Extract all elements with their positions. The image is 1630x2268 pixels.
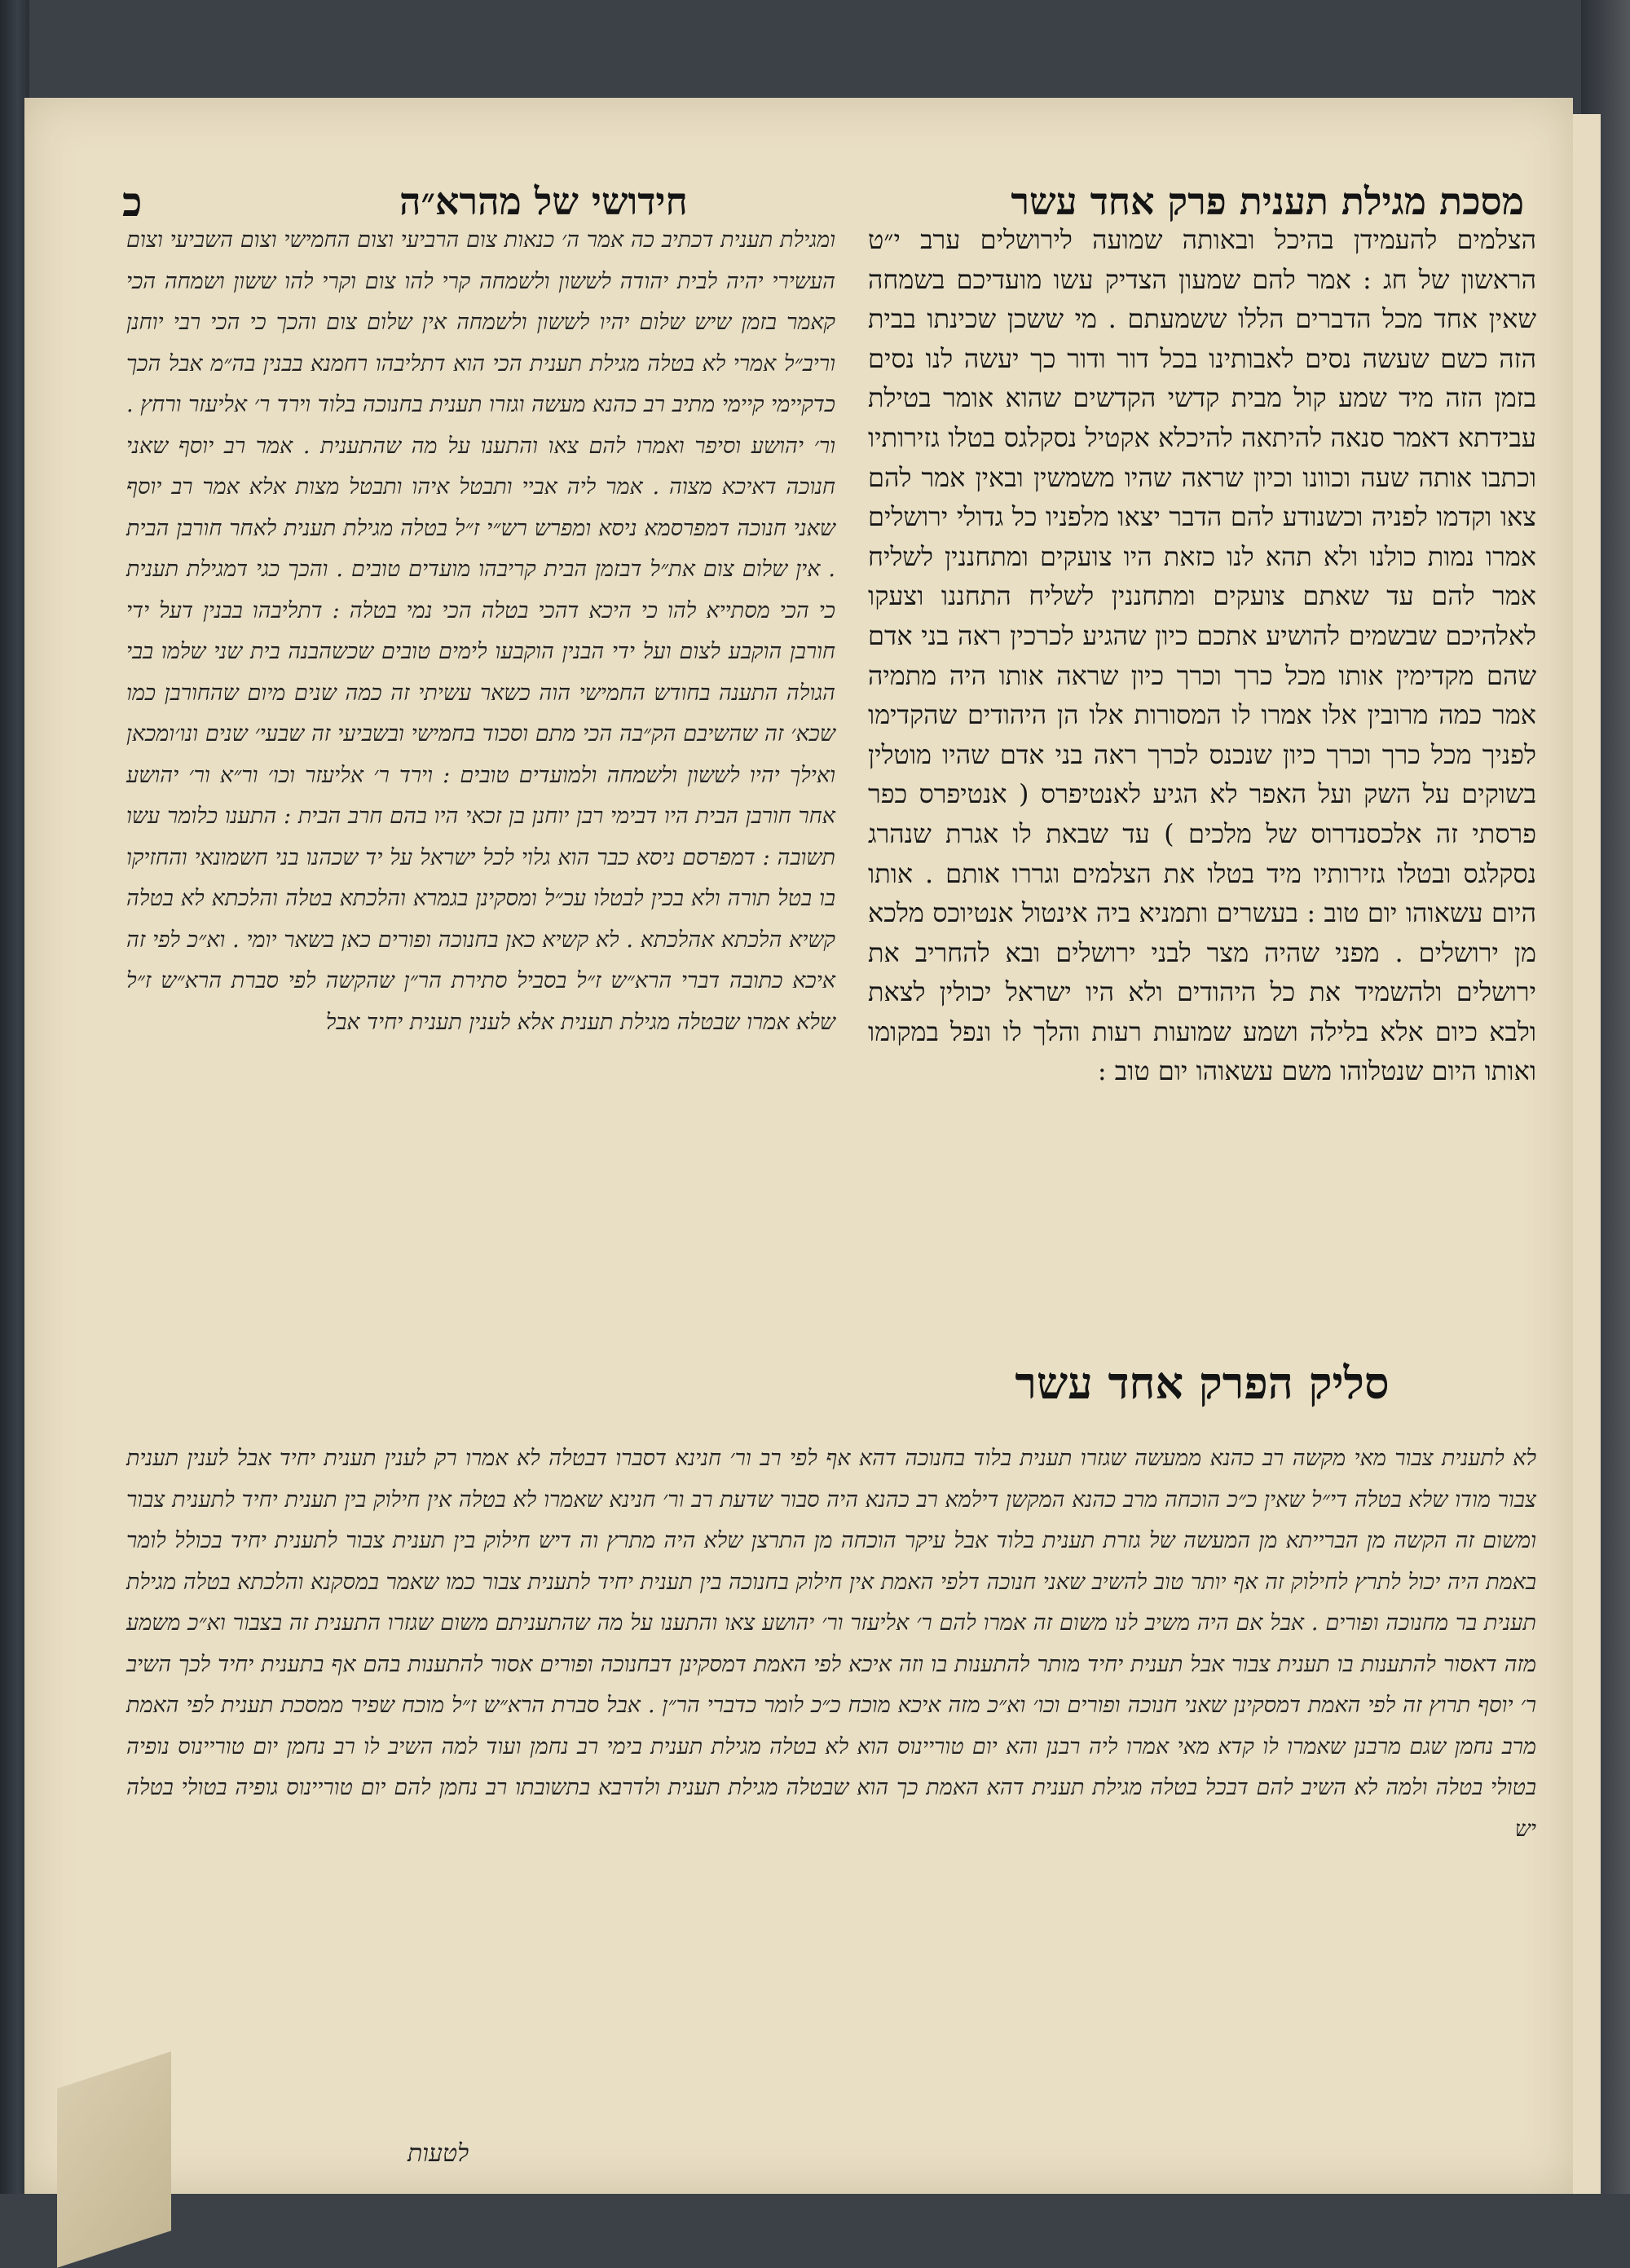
catchword: לטעות	[408, 2139, 469, 2168]
folio-number: כ	[122, 178, 143, 226]
header-commentary-title: חידושי של מהרא״ה	[399, 179, 688, 223]
wide-commentary-paragraph: לא לתענית צבור מאי מקשה רב כהנא ממעשה שגזרו תענית בלוד בחנוכה דהא אף לפי רב ור׳ חנינא דסברו דבטלה לא אמרו רק לענין תענית יחיד אבל לענין תענית צבור מודו שלא בטלה די״ל שאין כ״כ הוכחה מרב כהנא המקשן דילמא רב כהנא היה סבור שדעת רב ור׳ חנינא שאמרו לא בטלה אין חילוק בין תענית יחיד לתענית צבור ומשום זה הקשה מן הברייתא מן המעשה של גזרת תענית בלוד אבל עיקר הוכחה מן התרצן שלא היה מתרץ וה דיש חילוק בין תענית צבור לתענית יחיד בכולל לומר באמת היה יכול לתרץ לחילוק זה אף יותר טוב להשיב שאני חנוכה דלפי האמת אין חילוק בחנוכה בין תענית יחיד לתענית צבור כמו שאמר במסקנא והלכתא בטלה מגילת תענית בר מחנוכה ופורים . אבל אם היה משיב לנו משום זה אמרו להם ר׳ אליעזר ור׳ יהושע צאו והתענו על מה שהתעניתם משום שגזרו התענית זה בצבור וא״כ משמע מזה דאסור להתענות בו תענית צבור אבל תענית יחיד מותר להתענות בו וזה איכא לפי האמת דמסקינן דבחנוכה ופורים אסור להתענות בהם אף בתענית יחיד לכך השיב ר׳ יוסף תרוץ זה לפי האמת דמסקינן שאני חנוכה ופורים וכו׳ וא״כ מזה איכא מוכח כ״כ לומר כדברי הר״ן . אבל סברת הרא״ש ז״ל מוכח שפיר ממסכת תענית לפי האמת מרב נחמן שגם מרבנן שאמרו לו קדא מאי אמרו ליה רבנן והא יום טוריינוס הוא לא בטלה מגילת תענית בימי רב נחמן ועוד למה השיב לו רב נחמן יום טוריינוס נופיה בטולי בטלה ולמה לא השיב להם דבכל בטלה מגילת תענית דהא האמת כך הוא שבטלה מגילת תענית ולדרבא בתשובתו רב נחמן להם יום טוריינוס גופיה בטולי בטלה יש	[126, 1446, 1536, 1842]
page-curl	[57, 2051, 171, 2267]
commentary-column	[126, 220, 835, 1043]
book-page	[24, 98, 1573, 2194]
header-tractate-title: מסכת מגילת תענית פרק אחד עשר	[1011, 179, 1524, 223]
main-text-column	[868, 220, 1536, 1091]
chapter-end-heading: סליק הפרק אחד עשר	[1015, 1357, 1390, 1409]
main-text-paragraph: הצלמים להעמידן בהיכל ובאותה שמועה לירושלים ערב י״ט הראשון של חג : אמר להם שמעון הצדיק עשו מועדיכם בשמחה שאין אחד מכל הדברים הללו ששמעתם . מי ששכן שכינתו בבית הזה כשם שעשה נסים לאבותינו בכל דור ודור כך יעשה לנו נסים בזמן הזה מיד שמע קול מבית קדשי הקדשים שהוא אומר בטילת עבידתא דאמר סנאה להיתאה להיכלא אקטיל נסקלגס בטלו גזירותיו וכתבו אותה שעה וכוונו וכיון שראה שהיו משמשין ובאין אמר להם צאו וקדמו לפניה וכשנודע להם הדבר יצאו מלפניו כל גדולי ירושלים אמרו נמות כולנו ולא תהא לנו כזאת היו צועקים ומתחננין לשליח אמר להם עד שאתם צועקים ומתחננין לשליח התחננו וצעקו לאלהיכם שבשמים להושיע אתכם כיון שהגיע לכרכין ראה בני אדם שהם מקדימין אותו מכל כרך וכרך כיון שראה אותו היה מתמיה אמר כמה מרובין אלו אמרו לו המסורות אלו הן היהודים שהקדימו לפניך מכל כרך וכרך כיון שנכנס לכרך ראה בני אדם שהיו מוטלין בשוקים על השק ועל האפר לא הגיע לאנטיפרס ( אנטיפרס כפר פרסתי זה אלכסנדרוס של מלכים ) עד שבאת לו אגרת שנהרג נסקלגס ובטלו גזירותיו מיד בטלו את הצלמים וגררו אותם . אותו היום עשאוהו יום טוב : בעשרים ותמניא ביה אינטול אנטיוכס מלכא מן ירושלים . מפני שהיה מצר לבני ירושלים ובא להחריב את ירושלים ולהשמיד את כל היהודים ולא היו ישראל יכולין לצאת ולבא כיום אלא בלילה ושמע שמועות רעות והלך לו ונפל במקומו ואותו היום שנטלוהו משם עשאוהו יום טוב :	[868, 224, 1537, 1087]
wide-commentary-block	[126, 1438, 1536, 1850]
commentary-paragraph: ומגילת תענית דכתיב כה אמר ה׳ כנאות צום הרביעי וצום החמישי וצום השביעי וצום העשירי יהיה לבית יהודה לששון ולשמחה קרי להו צום וקרי להו ששון ושמחה הכי קאמר בזמן שיש שלום יהיו לששון ולשמחה אין שלום צום והכך כי הכי רבי יוחנן וריב״ל אמרי לא בטלה מגילת תענית הכי הוא דתליבהו רחמנא בבנין בה״מ אבל הכך כדקיימי קיימי מתיב רב כהנא מעשה וגזרו תענית בחנוכה בלוד וירד ר׳ אליעזר ורחץ . ור׳ יהושע וסיפר ואמרו להם צאו והתענו על מה שהתענית . אמר רב יוסף שאני חנוכה דאיכא מצוה . אמר ליה אביי ותבטל איהו ותבטל מצות אלא אמר רב יוסף שאני חנוכה דמפרסמא ניסא ומפרש רש״י ז״ל בטלה מגילת תענית לאחר חורבן הבית . אין שלום צום את״ל דבזמן הבית קריבהו מועדים טובים . והכך כגי דמגילת תענית כי הכי מסתייא להו כי היכא דהכי בטלה הכי נמי בטלה : דתליבהו בבנין דעל ידי חורבן הוקבע לצום ועל ידי הבנין הוקבעו לימים טובים שכשהבנה בית שני שלמו בבי הגולה התענה בחודש החמישי הוה כשאר עשיתי זה כמה שנים מיום שהחורבן כמו שכא׳ זה שהשיבם הק״בה הכי מתם וסכוד בחמישי ובשביעי זה שבעי׳ שנים ונו׳ומכאן ואילך יהיו לששון ולשמחה ולמועדים טובים : וירד ר׳ אליעזר וכו׳ ור״א ור׳ יהושע אחר חורבן הבית היו דבימי רבן יוחנן בן זכאי היו בהם חרב הבית : התענו כלומר עשו תשובה : דמפרסם ניסא כבר הוא גלוי לכל ישראל על יד שכהנו בני חשמונאי והחזיקו בו בטל תורה ולא בכין לבטלו עכ״ל ומסקינן בגמרא והלכתא בטלה והלכתא לא בטלה קשיא הלכתא אהלכתא . לא קשיא כאן בחנוכה ופורים כאן בשאר יומי . וא״כ לפי זה איכא כתובה דברי הרא״ש ז״ל בסביל סתירת הר״ן שהקשה לפי סברת הרא״ש ז״ל שלא אמרו שבטלה מגילת תענית אלא לענין תענית יחיד אבל	[126, 227, 835, 1035]
